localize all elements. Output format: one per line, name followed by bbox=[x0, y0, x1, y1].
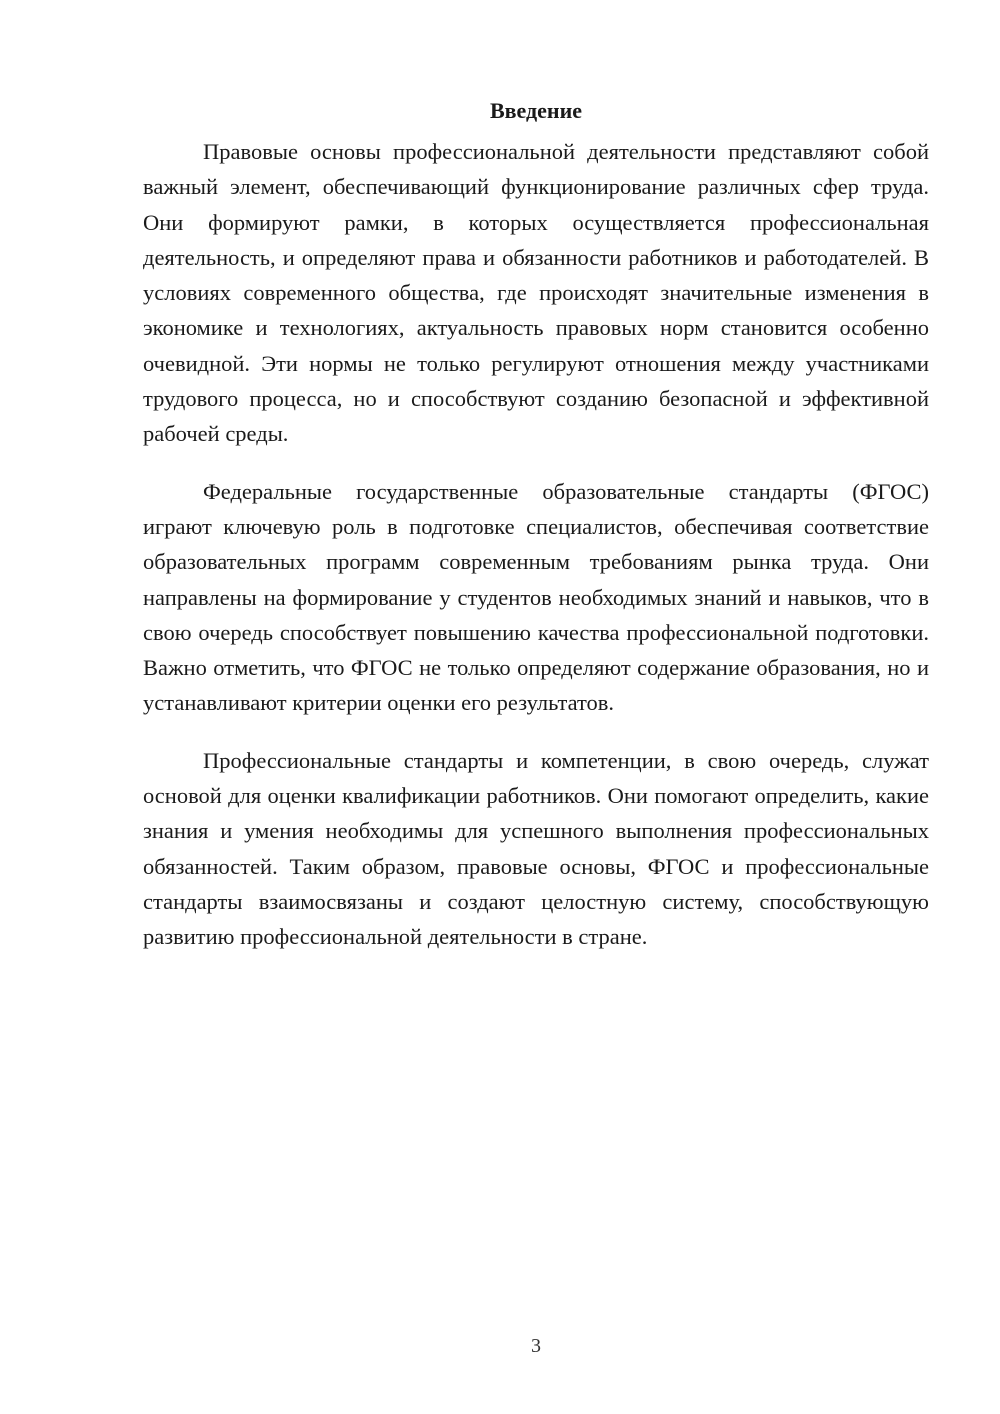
paragraph-fgos: Федеральные государственные образовательные стандарты (ФГОС) играют ключевую роль в подготовке специалистов, обеспечивая соответствие образовательных программ современным требованиям рынка труда. Они направлены на формирование у студентов необходимых знаний и навыков, что в свою очередь способствует повышению качества профессиональной подготовки. Важно отметить, что ФГОС не только определяют содержание образования, но и устанавливают критерии оценки его результатов. bbox=[143, 478, 929, 716]
paragraph-professional-standards: Профессиональные стандарты и компетенции, в свою очередь, служат основой для оценки квалификации работников. Они помогают определить, какие знания и умения необходимы для успешного выполнения профессиональных обязанностей. Таким образом, правовые основы, ФГОС и профессиональные стандарты взаимосвязаны и создают целостную систему, способствующую развитию профессиональной деятельности в стране. bbox=[143, 747, 929, 950]
paragraph-legal-foundations: Правовые основы профессиональной деятельности представляют собой важный элемент, обеспечивающий функционирование различных сфер труда. Они формируют рамки, в которых осуществляется профессиональная деятельность, и определяют права и обязанности работников и работодателей. В условиях современного общества, где происходят значительные изменения в экономике и технологиях, актуальность правовых норм становится особенно очевидной. Эти нормы не только регулируют отношения между участниками трудового процесса, но и способствуют созданию безопасной и эффективной рабочей среды. bbox=[143, 139, 929, 447]
page-number: 3 bbox=[531, 1335, 541, 1357]
page-content bbox=[143, 96, 929, 977]
section-title: Введение bbox=[489, 98, 583, 123]
